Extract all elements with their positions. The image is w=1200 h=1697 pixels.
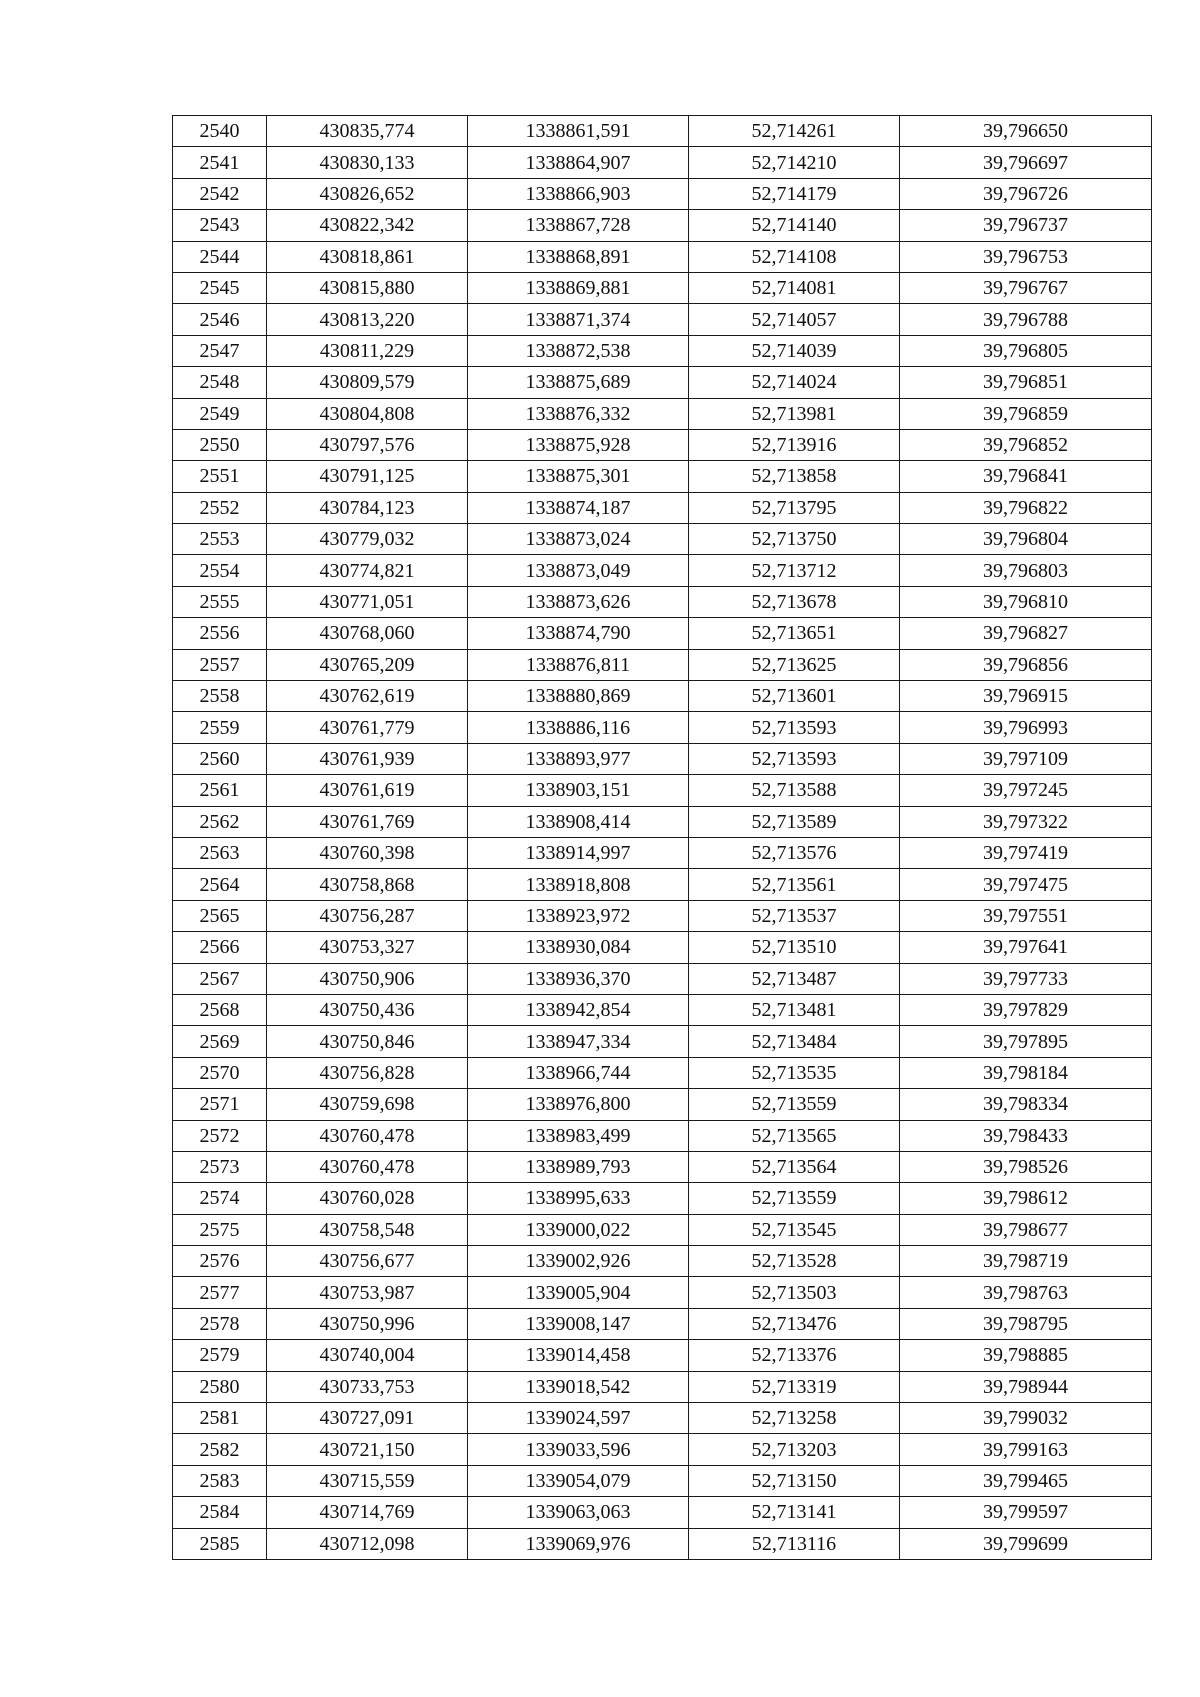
table-row <box>173 806 1152 837</box>
point-number-cell: 2577 <box>173 1277 267 1308</box>
y-coordinate-cell: 1338983,499 <box>468 1120 689 1151</box>
x-coordinate-cell: 430761,769 <box>267 806 468 837</box>
point-number-cell: 2583 <box>173 1465 267 1496</box>
table-row <box>173 1434 1152 1465</box>
longitude-cell: 39,798944 <box>900 1371 1152 1402</box>
x-coordinate-cell: 430771,051 <box>267 586 468 617</box>
table-row <box>173 272 1152 303</box>
table-row <box>173 743 1152 774</box>
x-coordinate-cell: 430811,229 <box>267 335 468 366</box>
table-row <box>173 1403 1152 1434</box>
point-number-cell: 2558 <box>173 681 267 712</box>
x-coordinate-cell: 430761,619 <box>267 775 468 806</box>
latitude-cell: 52,714057 <box>689 304 900 335</box>
x-coordinate-cell: 430753,327 <box>267 932 468 963</box>
table-row <box>173 178 1152 209</box>
table-row <box>173 1528 1152 1559</box>
x-coordinate-cell: 430712,098 <box>267 1528 468 1559</box>
y-coordinate-cell: 1338873,049 <box>468 555 689 586</box>
x-coordinate-cell: 430761,939 <box>267 743 468 774</box>
table-row <box>173 367 1152 398</box>
latitude-cell: 52,713319 <box>689 1371 900 1402</box>
latitude-cell: 52,714210 <box>689 147 900 178</box>
table-row <box>173 147 1152 178</box>
x-coordinate-cell: 430714,769 <box>267 1497 468 1528</box>
table-row <box>173 524 1152 555</box>
latitude-cell: 52,713503 <box>689 1277 900 1308</box>
x-coordinate-cell: 430750,436 <box>267 994 468 1025</box>
table-row <box>173 869 1152 900</box>
x-coordinate-cell: 430791,125 <box>267 461 468 492</box>
longitude-cell: 39,796856 <box>900 649 1152 680</box>
point-number-cell: 2542 <box>173 178 267 209</box>
latitude-cell: 52,713593 <box>689 743 900 774</box>
longitude-cell: 39,797829 <box>900 994 1152 1025</box>
table-row <box>173 1308 1152 1339</box>
x-coordinate-cell: 430809,579 <box>267 367 468 398</box>
point-number-cell: 2582 <box>173 1434 267 1465</box>
latitude-cell: 52,713750 <box>689 524 900 555</box>
y-coordinate-cell: 1338873,024 <box>468 524 689 555</box>
x-coordinate-cell: 430727,091 <box>267 1403 468 1434</box>
y-coordinate-cell: 1338876,332 <box>468 398 689 429</box>
latitude-cell: 52,713376 <box>689 1340 900 1371</box>
latitude-cell: 52,713559 <box>689 1183 900 1214</box>
y-coordinate-cell: 1338875,301 <box>468 461 689 492</box>
latitude-cell: 52,713476 <box>689 1308 900 1339</box>
latitude-cell: 52,713981 <box>689 398 900 429</box>
table-row <box>173 461 1152 492</box>
table-row <box>173 1183 1152 1214</box>
x-coordinate-cell: 430759,698 <box>267 1089 468 1120</box>
table-row <box>173 1465 1152 1496</box>
x-coordinate-cell: 430756,287 <box>267 900 468 931</box>
longitude-cell: 39,797322 <box>900 806 1152 837</box>
x-coordinate-cell: 430762,619 <box>267 681 468 712</box>
y-coordinate-cell: 1338995,633 <box>468 1183 689 1214</box>
y-coordinate-cell: 1339054,079 <box>468 1465 689 1496</box>
latitude-cell: 52,713561 <box>689 869 900 900</box>
point-number-cell: 2576 <box>173 1246 267 1277</box>
x-coordinate-cell: 430826,652 <box>267 178 468 209</box>
y-coordinate-cell: 1338867,728 <box>468 210 689 241</box>
y-coordinate-cell: 1338908,414 <box>468 806 689 837</box>
latitude-cell: 52,713589 <box>689 806 900 837</box>
x-coordinate-cell: 430760,478 <box>267 1120 468 1151</box>
x-coordinate-cell: 430756,828 <box>267 1057 468 1088</box>
longitude-cell: 39,798763 <box>900 1277 1152 1308</box>
x-coordinate-cell: 430835,774 <box>267 116 468 147</box>
longitude-cell: 39,798526 <box>900 1151 1152 1182</box>
longitude-cell: 39,799465 <box>900 1465 1152 1496</box>
x-coordinate-cell: 430753,987 <box>267 1277 468 1308</box>
longitude-cell: 39,798677 <box>900 1214 1152 1245</box>
latitude-cell: 52,713510 <box>689 932 900 963</box>
latitude-cell: 52,714261 <box>689 116 900 147</box>
longitude-cell: 39,797109 <box>900 743 1152 774</box>
table-row <box>173 398 1152 429</box>
longitude-cell: 39,797475 <box>900 869 1152 900</box>
y-coordinate-cell: 1338868,891 <box>468 241 689 272</box>
latitude-cell: 52,714108 <box>689 241 900 272</box>
longitude-cell: 39,799032 <box>900 1403 1152 1434</box>
point-number-cell: 2570 <box>173 1057 267 1088</box>
y-coordinate-cell: 1338923,972 <box>468 900 689 931</box>
longitude-cell: 39,798433 <box>900 1120 1152 1151</box>
latitude-cell: 52,713535 <box>689 1057 900 1088</box>
table-row <box>173 555 1152 586</box>
point-number-cell: 2555 <box>173 586 267 617</box>
longitude-cell: 39,796737 <box>900 210 1152 241</box>
table-row <box>173 681 1152 712</box>
point-number-cell: 2585 <box>173 1528 267 1559</box>
x-coordinate-cell: 430765,209 <box>267 649 468 680</box>
x-coordinate-cell: 430830,133 <box>267 147 468 178</box>
longitude-cell: 39,796788 <box>900 304 1152 335</box>
y-coordinate-cell: 1339002,926 <box>468 1246 689 1277</box>
latitude-cell: 52,713576 <box>689 837 900 868</box>
longitude-cell: 39,796803 <box>900 555 1152 586</box>
x-coordinate-cell: 430813,220 <box>267 304 468 335</box>
latitude-cell: 52,713203 <box>689 1434 900 1465</box>
point-number-cell: 2567 <box>173 963 267 994</box>
table-row <box>173 775 1152 806</box>
point-number-cell: 2562 <box>173 806 267 837</box>
y-coordinate-cell: 1338874,187 <box>468 492 689 523</box>
table-row <box>173 1277 1152 1308</box>
point-number-cell: 2563 <box>173 837 267 868</box>
y-coordinate-cell: 1339033,596 <box>468 1434 689 1465</box>
longitude-cell: 39,797245 <box>900 775 1152 806</box>
point-number-cell: 2540 <box>173 116 267 147</box>
y-coordinate-cell: 1338976,800 <box>468 1089 689 1120</box>
y-coordinate-cell: 1338893,977 <box>468 743 689 774</box>
point-number-cell: 2579 <box>173 1340 267 1371</box>
latitude-cell: 52,713484 <box>689 1026 900 1057</box>
y-coordinate-cell: 1338947,334 <box>468 1026 689 1057</box>
point-number-cell: 2561 <box>173 775 267 806</box>
latitude-cell: 52,713601 <box>689 681 900 712</box>
longitude-cell: 39,796726 <box>900 178 1152 209</box>
point-number-cell: 2544 <box>173 241 267 272</box>
x-coordinate-cell: 430715,559 <box>267 1465 468 1496</box>
point-number-cell: 2550 <box>173 429 267 460</box>
x-coordinate-cell: 430740,004 <box>267 1340 468 1371</box>
table-row <box>173 1057 1152 1088</box>
table-row <box>173 210 1152 241</box>
point-number-cell: 2584 <box>173 1497 267 1528</box>
y-coordinate-cell: 1338861,591 <box>468 116 689 147</box>
longitude-cell: 39,796915 <box>900 681 1152 712</box>
longitude-cell: 39,797733 <box>900 963 1152 994</box>
latitude-cell: 52,713116 <box>689 1528 900 1559</box>
y-coordinate-cell: 1338936,370 <box>468 963 689 994</box>
table-row <box>173 618 1152 649</box>
y-coordinate-cell: 1338880,869 <box>468 681 689 712</box>
y-coordinate-cell: 1339014,458 <box>468 1340 689 1371</box>
point-number-cell: 2566 <box>173 932 267 963</box>
point-number-cell: 2553 <box>173 524 267 555</box>
x-coordinate-cell: 430797,576 <box>267 429 468 460</box>
longitude-cell: 39,799597 <box>900 1497 1152 1528</box>
point-number-cell: 2551 <box>173 461 267 492</box>
table-row <box>173 1089 1152 1120</box>
y-coordinate-cell: 1339024,597 <box>468 1403 689 1434</box>
point-number-cell: 2545 <box>173 272 267 303</box>
longitude-cell: 39,798885 <box>900 1340 1152 1371</box>
longitude-cell: 39,798612 <box>900 1183 1152 1214</box>
point-number-cell: 2572 <box>173 1120 267 1151</box>
x-coordinate-cell: 430760,478 <box>267 1151 468 1182</box>
y-coordinate-cell: 1338930,084 <box>468 932 689 963</box>
y-coordinate-cell: 1339008,147 <box>468 1308 689 1339</box>
x-coordinate-cell: 430758,548 <box>267 1214 468 1245</box>
y-coordinate-cell: 1338871,374 <box>468 304 689 335</box>
point-number-cell: 2559 <box>173 712 267 743</box>
point-number-cell: 2581 <box>173 1403 267 1434</box>
latitude-cell: 52,713258 <box>689 1403 900 1434</box>
latitude-cell: 52,713651 <box>689 618 900 649</box>
x-coordinate-cell: 430721,150 <box>267 1434 468 1465</box>
y-coordinate-cell: 1339063,063 <box>468 1497 689 1528</box>
table-row <box>173 994 1152 1025</box>
latitude-cell: 52,714024 <box>689 367 900 398</box>
point-number-cell: 2543 <box>173 210 267 241</box>
x-coordinate-cell: 430750,906 <box>267 963 468 994</box>
point-number-cell: 2560 <box>173 743 267 774</box>
point-number-cell: 2557 <box>173 649 267 680</box>
point-number-cell: 2574 <box>173 1183 267 1214</box>
longitude-cell: 39,796650 <box>900 116 1152 147</box>
y-coordinate-cell: 1339018,542 <box>468 1371 689 1402</box>
longitude-cell: 39,796697 <box>900 147 1152 178</box>
longitude-cell: 39,797551 <box>900 900 1152 931</box>
y-coordinate-cell: 1338864,907 <box>468 147 689 178</box>
table-row <box>173 963 1152 994</box>
table-row <box>173 304 1152 335</box>
point-number-cell: 2565 <box>173 900 267 931</box>
y-coordinate-cell: 1338942,854 <box>468 994 689 1025</box>
point-number-cell: 2575 <box>173 1214 267 1245</box>
table-row <box>173 586 1152 617</box>
y-coordinate-cell: 1339069,976 <box>468 1528 689 1559</box>
x-coordinate-cell: 430774,821 <box>267 555 468 586</box>
longitude-cell: 39,797419 <box>900 837 1152 868</box>
x-coordinate-cell: 430815,880 <box>267 272 468 303</box>
point-number-cell: 2556 <box>173 618 267 649</box>
x-coordinate-cell: 430768,060 <box>267 618 468 649</box>
table-row <box>173 1214 1152 1245</box>
coordinates-table-body <box>173 116 1152 1560</box>
longitude-cell: 39,798719 <box>900 1246 1152 1277</box>
point-number-cell: 2547 <box>173 335 267 366</box>
table-row <box>173 429 1152 460</box>
longitude-cell: 39,796753 <box>900 241 1152 272</box>
x-coordinate-cell: 430733,753 <box>267 1371 468 1402</box>
y-coordinate-cell: 1338875,689 <box>468 367 689 398</box>
point-number-cell: 2546 <box>173 304 267 335</box>
longitude-cell: 39,796993 <box>900 712 1152 743</box>
longitude-cell: 39,796859 <box>900 398 1152 429</box>
table-row <box>173 1371 1152 1402</box>
y-coordinate-cell: 1338903,151 <box>468 775 689 806</box>
table-row <box>173 649 1152 680</box>
table-row <box>173 1151 1152 1182</box>
point-number-cell: 2548 <box>173 367 267 398</box>
point-number-cell: 2564 <box>173 869 267 900</box>
table-row <box>173 1340 1152 1371</box>
x-coordinate-cell: 430750,996 <box>267 1308 468 1339</box>
x-coordinate-cell: 430750,846 <box>267 1026 468 1057</box>
point-number-cell: 2549 <box>173 398 267 429</box>
table-row <box>173 116 1152 147</box>
x-coordinate-cell: 430761,779 <box>267 712 468 743</box>
latitude-cell: 52,713528 <box>689 1246 900 1277</box>
latitude-cell: 52,713858 <box>689 461 900 492</box>
x-coordinate-cell: 430760,028 <box>267 1183 468 1214</box>
table-row <box>173 1026 1152 1057</box>
latitude-cell: 52,714179 <box>689 178 900 209</box>
y-coordinate-cell: 1339000,022 <box>468 1214 689 1245</box>
latitude-cell: 52,713712 <box>689 555 900 586</box>
x-coordinate-cell: 430804,808 <box>267 398 468 429</box>
y-coordinate-cell: 1338914,997 <box>468 837 689 868</box>
y-coordinate-cell: 1338966,744 <box>468 1057 689 1088</box>
y-coordinate-cell: 1338869,881 <box>468 272 689 303</box>
longitude-cell: 39,796804 <box>900 524 1152 555</box>
y-coordinate-cell: 1338876,811 <box>468 649 689 680</box>
table-row <box>173 900 1152 931</box>
latitude-cell: 52,713795 <box>689 492 900 523</box>
longitude-cell: 39,796805 <box>900 335 1152 366</box>
longitude-cell: 39,798795 <box>900 1308 1152 1339</box>
point-number-cell: 2552 <box>173 492 267 523</box>
longitude-cell: 39,796810 <box>900 586 1152 617</box>
point-number-cell: 2568 <box>173 994 267 1025</box>
latitude-cell: 52,713678 <box>689 586 900 617</box>
latitude-cell: 52,713593 <box>689 712 900 743</box>
latitude-cell: 52,713916 <box>689 429 900 460</box>
longitude-cell: 39,799163 <box>900 1434 1152 1465</box>
y-coordinate-cell: 1338874,790 <box>468 618 689 649</box>
longitude-cell: 39,798184 <box>900 1057 1152 1088</box>
longitude-cell: 39,796852 <box>900 429 1152 460</box>
point-number-cell: 2554 <box>173 555 267 586</box>
latitude-cell: 52,713564 <box>689 1151 900 1182</box>
point-number-cell: 2571 <box>173 1089 267 1120</box>
x-coordinate-cell: 430756,677 <box>267 1246 468 1277</box>
table-row <box>173 1246 1152 1277</box>
table-row <box>173 837 1152 868</box>
longitude-cell: 39,796841 <box>900 461 1152 492</box>
x-coordinate-cell: 430818,861 <box>267 241 468 272</box>
point-number-cell: 2541 <box>173 147 267 178</box>
longitude-cell: 39,796851 <box>900 367 1152 398</box>
coordinates-table <box>172 115 1152 1560</box>
latitude-cell: 52,714081 <box>689 272 900 303</box>
longitude-cell: 39,797895 <box>900 1026 1152 1057</box>
latitude-cell: 52,713559 <box>689 1089 900 1120</box>
y-coordinate-cell: 1338918,808 <box>468 869 689 900</box>
latitude-cell: 52,714039 <box>689 335 900 366</box>
longitude-cell: 39,796827 <box>900 618 1152 649</box>
y-coordinate-cell: 1338989,793 <box>468 1151 689 1182</box>
point-number-cell: 2578 <box>173 1308 267 1339</box>
y-coordinate-cell: 1338886,116 <box>468 712 689 743</box>
y-coordinate-cell: 1338866,903 <box>468 178 689 209</box>
latitude-cell: 52,713565 <box>689 1120 900 1151</box>
table-row <box>173 1120 1152 1151</box>
y-coordinate-cell: 1338875,928 <box>468 429 689 460</box>
longitude-cell: 39,798334 <box>900 1089 1152 1120</box>
x-coordinate-cell: 430779,032 <box>267 524 468 555</box>
latitude-cell: 52,713487 <box>689 963 900 994</box>
point-number-cell: 2573 <box>173 1151 267 1182</box>
table-row <box>173 1497 1152 1528</box>
latitude-cell: 52,713625 <box>689 649 900 680</box>
y-coordinate-cell: 1338873,626 <box>468 586 689 617</box>
x-coordinate-cell: 430822,342 <box>267 210 468 241</box>
latitude-cell: 52,713141 <box>689 1497 900 1528</box>
longitude-cell: 39,796767 <box>900 272 1152 303</box>
latitude-cell: 52,713481 <box>689 994 900 1025</box>
table-row <box>173 932 1152 963</box>
x-coordinate-cell: 430784,123 <box>267 492 468 523</box>
table-row <box>173 712 1152 743</box>
point-number-cell: 2580 <box>173 1371 267 1402</box>
table-row <box>173 335 1152 366</box>
x-coordinate-cell: 430758,868 <box>267 869 468 900</box>
y-coordinate-cell: 1339005,904 <box>468 1277 689 1308</box>
table-row <box>173 492 1152 523</box>
latitude-cell: 52,713588 <box>689 775 900 806</box>
latitude-cell: 52,713537 <box>689 900 900 931</box>
latitude-cell: 52,714140 <box>689 210 900 241</box>
longitude-cell: 39,799699 <box>900 1528 1152 1559</box>
longitude-cell: 39,797641 <box>900 932 1152 963</box>
table-row <box>173 241 1152 272</box>
latitude-cell: 52,713150 <box>689 1465 900 1496</box>
x-coordinate-cell: 430760,398 <box>267 837 468 868</box>
point-number-cell: 2569 <box>173 1026 267 1057</box>
longitude-cell: 39,796822 <box>900 492 1152 523</box>
y-coordinate-cell: 1338872,538 <box>468 335 689 366</box>
latitude-cell: 52,713545 <box>689 1214 900 1245</box>
